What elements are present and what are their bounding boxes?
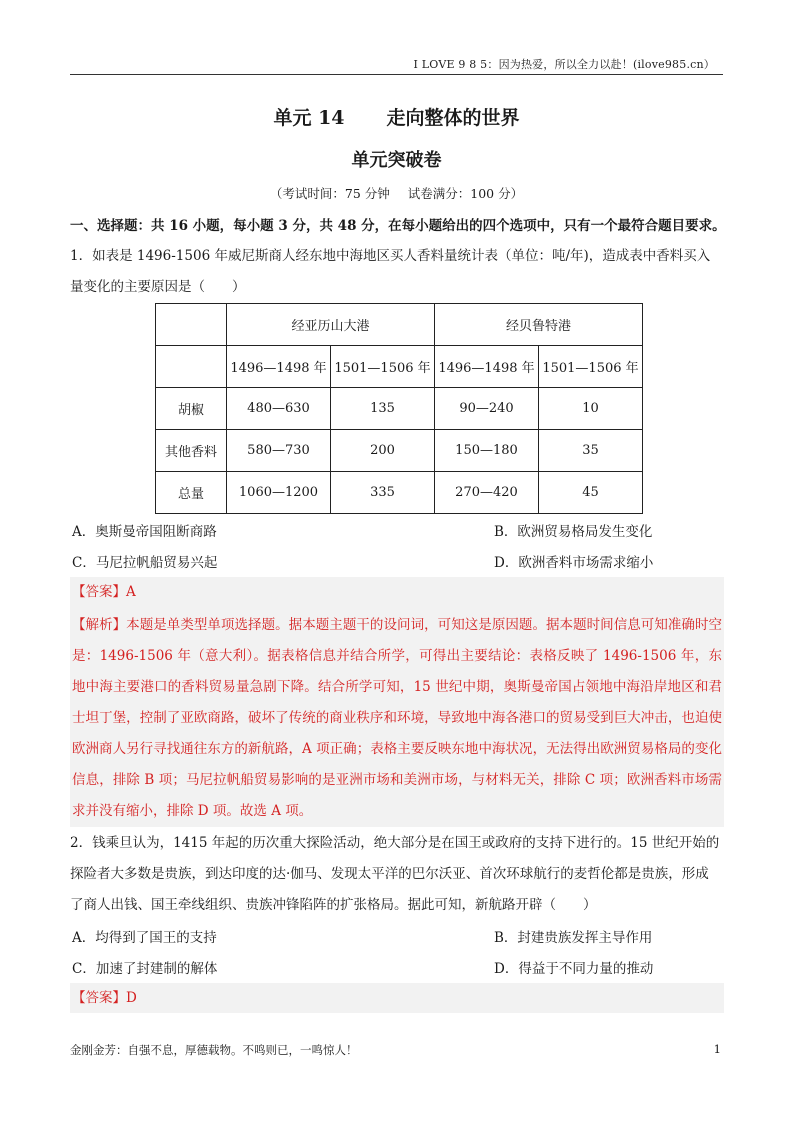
header-divider	[70, 74, 723, 75]
question-2-stem: 2．钱乘旦认为，1415 年起的历次重大探险活动，绝大部分是在国王或政府的支持下进行的。15 世纪开始的探险者大多数是贵族，到达印度的达·伽马、发现太平洋的巴尔沃亚、首次环球航行的麦哲伦都是贵族，形成了商人出钱、国王牵线组织、贵族冲锋陷阵的扩张格局。据此可知，新航路开辟（ ）	[70, 835, 720, 913]
page-subtitle: 单元突破卷	[351, 150, 442, 171]
table-cell: 150—180	[435, 430, 539, 472]
table-row	[156, 472, 643, 514]
table-cell: 580—730	[227, 430, 331, 472]
table-corner-cell	[156, 304, 227, 346]
table-cell: 200	[331, 430, 435, 472]
row-label: 其他香料	[156, 430, 227, 472]
exam-info	[0, 184, 793, 202]
unit-number: 单元 14	[273, 107, 345, 129]
q2-answer-block	[70, 983, 724, 1013]
port-header-beirut: 经贝鲁特港	[435, 304, 643, 346]
q1-analysis: 【解析】本题是单类型单项选择题。据本题主题干的设问词，可知这是原因题。据本题时间信息可知准确时空是：1496-1506 年（意大利）。据表格信息并结合所学，可得出主要结论：表格反映了 1496-1506 年，东地中海主要港口的香料贸易量急剧下降。结合所学可知，15 世纪中期，奥斯曼帝国占领地中海沿岸地区和君士坦丁堡，控制了亚欧商路，破坏了传统的商业秩序和环境，导致地中海各港口的贸易受到巨大冲击，也迫使欧洲商人另行寻找通往东方的新航路，A 项正确；表格主要反映东地中海状况，无法得出欧洲贸易格局的变化信息，排除 B 项；马尼拉帆船贸易影响的是亚洲市场和美洲市场，与材料无关，排除 C 项；欧洲香料市场需求并没有缩小，排除 D 项。故选 A 项。	[72, 617, 722, 819]
q1-answer: 【答案】A	[72, 584, 136, 600]
q1-answer-block	[70, 577, 724, 827]
table-header-row	[156, 304, 643, 346]
q2-option-d[interactable]: D．得益于不同力量的推动	[494, 961, 654, 977]
table-cell: 480—630	[227, 388, 331, 430]
table-cell: 270—420	[435, 472, 539, 514]
period-header: 1496—1498 年	[435, 346, 539, 388]
page-title	[0, 103, 793, 130]
q1-option-c[interactable]: C．马尼拉帆船贸易兴起	[72, 555, 218, 571]
table-cell: 90—240	[435, 388, 539, 430]
section-heading: 一、选择题：共 16 小题，每小题 3 分，共 48 分，在每小题给出的四个选项中，只有一个最符合题目要求。	[70, 218, 726, 234]
q1-option-b[interactable]: B．欧洲贸易格局发生变化	[494, 524, 653, 540]
table-cell: 1060—1200	[227, 472, 331, 514]
port-header-alexandria: 经亚历山大港	[227, 304, 435, 346]
table-period-row	[156, 346, 643, 388]
table-cell: 135	[331, 388, 435, 430]
q2-option-b[interactable]: B．封建贵族发挥主导作用	[494, 930, 653, 946]
period-header: 1501—1506 年	[331, 346, 435, 388]
page-header-text: I LOVE 9 8 5：因为热爱，所以全力以赴！(ilove985.cn）	[413, 58, 715, 71]
table-row	[156, 388, 643, 430]
exam-time: （考试时间：75 分钟	[269, 186, 390, 201]
q1-option-d[interactable]: D．欧洲香料市场需求缩小	[494, 555, 654, 571]
page-number: 1	[713, 1042, 721, 1056]
spice-table	[155, 303, 643, 514]
table-cell: 10	[539, 388, 643, 430]
table-cell: 335	[331, 472, 435, 514]
row-label: 胡椒	[156, 388, 227, 430]
table-cell: 45	[539, 472, 643, 514]
table-cell: 35	[539, 430, 643, 472]
table-blank-cell	[156, 346, 227, 388]
question-1-stem: 1．如表是 1496-1506 年威尼斯商人经东地中海地区买人香料量统计表（单位：吨/年)，造成表中香料买入量变化的主要原因是（ ）	[70, 248, 711, 295]
exam-score: 试卷满分：100 分）	[407, 186, 524, 201]
unit-name: 走向整体的世界	[386, 107, 520, 129]
q2-answer: 【答案】D	[72, 990, 137, 1006]
row-label: 总量	[156, 472, 227, 514]
q2-option-c[interactable]: C．加速了封建制的解体	[72, 961, 218, 977]
q1-option-a[interactable]: A．奥斯曼帝国阻断商路	[72, 524, 217, 540]
period-header: 1496—1498 年	[227, 346, 331, 388]
period-header: 1501—1506 年	[539, 346, 643, 388]
footer-motto: 金刚金芳：自强不息，厚德载物。不鸣则已，一鸣惊人！	[70, 1043, 358, 1057]
q2-option-a[interactable]: A．均得到了国王的支持	[72, 930, 217, 946]
table-row	[156, 430, 643, 472]
